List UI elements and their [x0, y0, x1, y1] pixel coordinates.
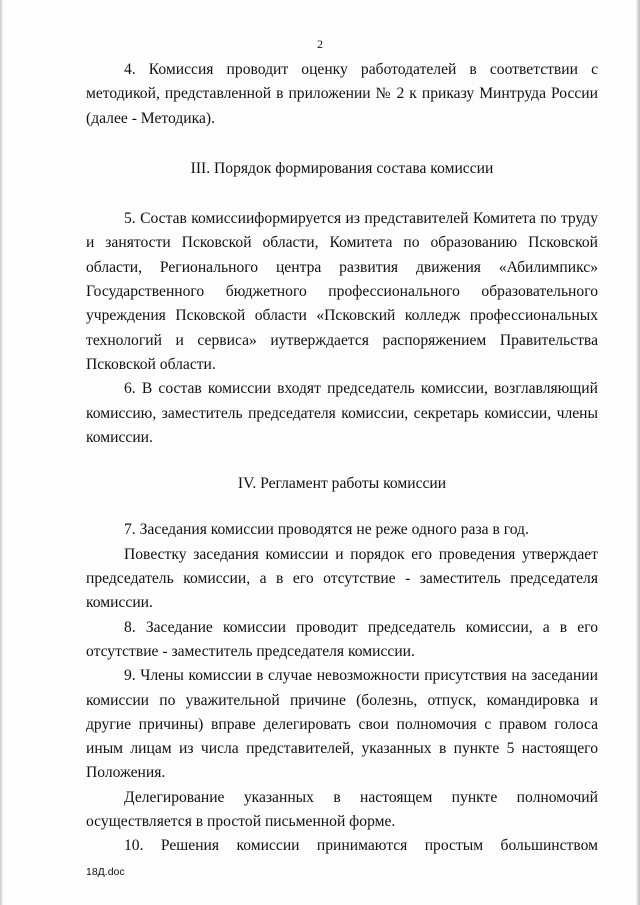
paragraph-5: 5. Состав комиссииформируется из представителей Комитета по труду и занятости Псковской области, Комитета по образованию Псковской области, Регионального центра развития движения «Абилимпикс» Государственного бюджетного профессионального образовательного учреждения Псковской области «Псковский колледж профессиональных технологий и сервиса» иутверждается распоряжением Правительства Псковской области. — [86, 210, 598, 373]
file-name-footer: 18Д.doc — [86, 866, 125, 878]
paragraph-9: 9. Члены комиссии в случае невозможности присутствия на заседании комиссии по уважительной причине (болезнь, отпуск, командировка и другие причины) вправе делегировать свои полномочия с правом голоса иным лицам из числа представителей, указанных в пункте 5 настоящего Положения. — [86, 667, 598, 782]
paragraph-10: 10. Решения комиссии принимаются простым большинством — [124, 837, 598, 855]
section-heading-3: III. Порядок формирования состава комиссии — [190, 159, 494, 177]
section-heading-4: IV. Регламент работы комиссии — [237, 475, 447, 493]
paragraph-7: 7. Заседания комиссии проводятся не реже одного раза в год. — [124, 521, 529, 539]
page-number: 2 — [317, 37, 323, 51]
paragraph-9-delegation: Делегирование указанных в настоящем пункте полномочий осуществляется в простой письменной форме. — [86, 788, 598, 831]
paragraph-4: 4. Комиссия проводит оценку работодателей в соответствии с методикой, представленной в приложении № 2 к приказу Минтруда России (далее - Методика). — [86, 61, 598, 127]
scan-edge-right — [636, 0, 640, 905]
paragraph-7-agenda: Повестку заседания комиссии и порядок его проведения утверждает председатель комиссии, а в его отсутствие - заместитель председателя комиссии. — [86, 545, 598, 612]
paragraph-8: 8. Заседание комиссии проводит председатель комиссии, а в его отсутствие - заместитель председателя комиссии. — [86, 618, 598, 660]
paragraph-6: 6. В состав комиссии входят председатель комиссии, возглавляющий комиссию, заместитель председателя комиссии, секретарь комиссии, члены комиссии. — [86, 380, 598, 446]
scan-edge-left — [0, 0, 3, 905]
document-body — [86, 58, 598, 859]
